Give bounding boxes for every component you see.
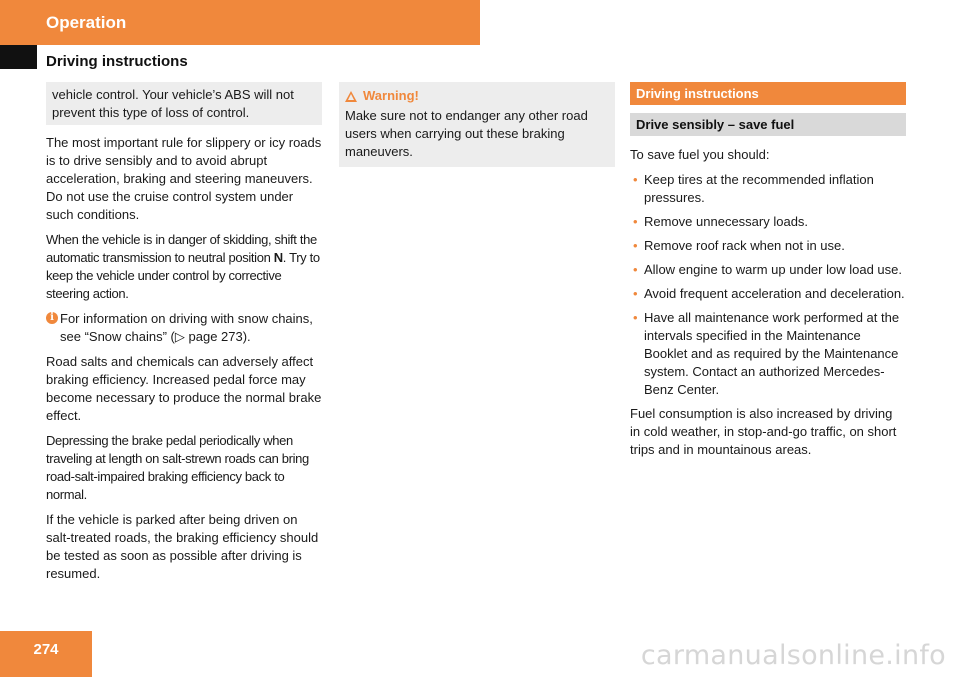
continued-warning-text: vehicle control. Your vehicle’s ABS will not prevent this type of loss of control. xyxy=(52,87,294,120)
column-middle xyxy=(339,82,615,167)
list-item: • Avoid frequent acceleration and deceleration. xyxy=(633,286,905,301)
page-number-box xyxy=(0,631,92,677)
fuel-outro: Fuel consumption is also increased by driving in cold weather, in stop-and-go traffic, on short trips and in mountainous areas. xyxy=(630,406,897,457)
column-right xyxy=(630,82,906,466)
section-tab xyxy=(0,0,480,45)
warning-box xyxy=(339,82,615,167)
warning-header xyxy=(345,87,609,105)
section-title: Operation xyxy=(46,13,127,32)
black-tab-marker xyxy=(0,45,37,69)
bullet-icon: • xyxy=(633,310,638,325)
watermark: carmanualsonline.info xyxy=(640,640,946,671)
continued-warning-box xyxy=(46,82,322,125)
info-note-snow-chains: i For information on driving with snow chains, see “Snow chains” (▷ page 273). xyxy=(46,310,322,346)
warning-title: Warning! xyxy=(363,88,419,103)
list-item: • Have all maintenance work performed at the intervals specified in the Maintenance Booklet and as required by the Maintenance system. Contact an authorized Mercedes-Benz Center. xyxy=(633,310,900,397)
list-item: • Remove unnecessary loads. xyxy=(633,214,809,229)
section-heading: Driving instructions xyxy=(630,82,906,105)
paragraph-skidding: When the vehicle is in danger of skidding, shift the automatic transmission to neutral position N. Try to keep the vehicle under control by corrective steering action. xyxy=(46,232,320,301)
warning-triangle-icon xyxy=(345,91,357,102)
paragraph-parked-vehicle: If the vehicle is parked after being driven on salt-treated roads, the braking efficiency should be tested as soon as possible after driving is resumed. xyxy=(46,512,319,581)
list-item: • Allow engine to warm up under low load use. xyxy=(633,262,902,277)
subsection-title: Driving instructions xyxy=(46,53,188,70)
warning-text: Make sure not to endanger any other road users when carrying out these braking maneuvers. xyxy=(345,108,588,159)
bullet-icon: • xyxy=(633,214,638,229)
info-icon: i xyxy=(46,312,58,324)
fuel-intro: To save fuel you should: xyxy=(630,147,770,162)
fuel-tips-list xyxy=(630,171,906,399)
paragraph-road-salts: Road salts and chemicals can adversely affect braking efficiency. Increased pedal force may become necessary to produce the normal brake effect. xyxy=(46,354,322,423)
bullet-icon: • xyxy=(633,238,638,253)
bullet-icon: • xyxy=(633,262,638,277)
page-ref-arrow-icon: ▷ xyxy=(174,329,185,344)
neutral-position-letter: N xyxy=(273,250,283,265)
paragraph-slippery-roads: The most important rule for slippery or icy roads is to drive sensibly and to avoid abrupt acceleration, braking and steering maneuvers. Do not use the cruise control system under such conditions. xyxy=(46,135,322,222)
column-left xyxy=(46,82,322,590)
bullet-icon: • xyxy=(633,286,638,301)
paragraph-brake-pedal: Depressing the brake pedal periodically when traveling at length on salt-strewn roads can bring road-salt-impaired braking efficiency back to normal. xyxy=(46,433,309,502)
page-number: 274 xyxy=(33,641,59,658)
list-item: • Remove roof rack when not in use. xyxy=(633,238,845,253)
snow-chains-page-link[interactable]: page 273). xyxy=(184,329,251,344)
bullet-icon: • xyxy=(633,172,638,187)
subsection-heading: Drive sensibly – save fuel xyxy=(630,113,906,136)
list-item: • Keep tires at the recommended inflation pressures. xyxy=(633,172,874,205)
